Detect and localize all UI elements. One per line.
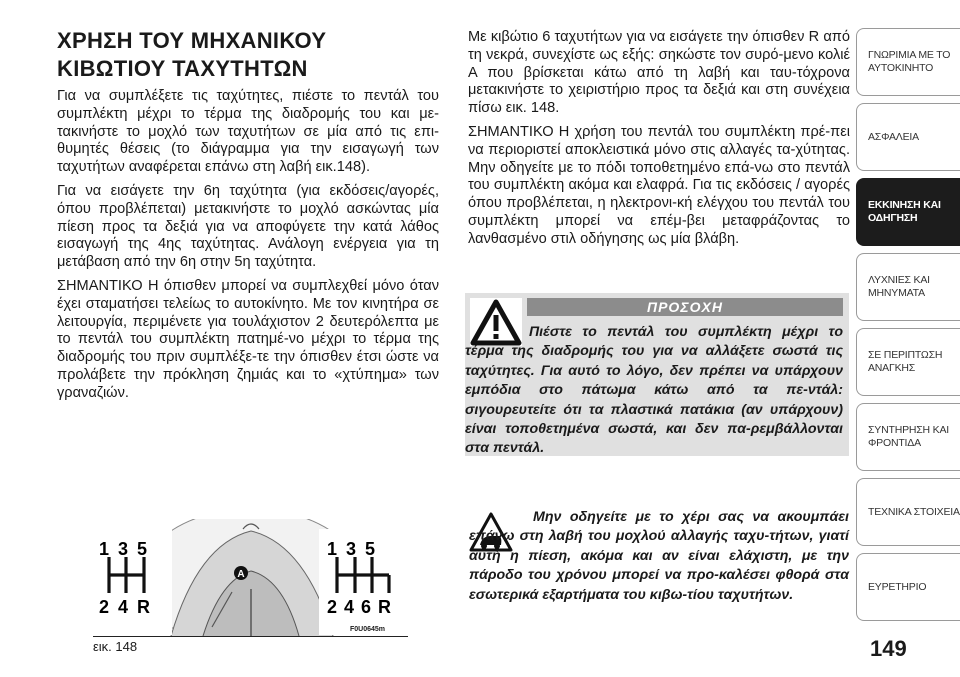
chapter-tab-label: ΓΝΩΡΙΜΙΑ ΜΕ ΤΟ ΑΥΤΟΚΙΝΗΤΟ (868, 49, 951, 74)
warning-header: ΠΡΟΣΟΧΗ (527, 298, 843, 316)
left-column (57, 88, 439, 409)
paragraph-sixth-gear: Για να εισάγετε την 6η ταχύτητα (για εκδόσεις/αγορές, όπου προβλέπεται) μετακινήστε το μοχλό ασκώντας μία πίεση προς τα δεξιά για να αποφύγετε την κατά λάθος εισαγωγή της 4ης ταχύτητας. Ανάλογη ενέργεια για τη μετάβαση από την 6η στην 5η ταχύτητα. (57, 182, 439, 271)
chapter-tabs (856, 28, 960, 628)
paragraph-reverse-six-speed: Με κιβώτιο 6 ταχυτήτων για να εισάγετε την όπισθεν R από τη νεκρά, συνεχίστε ως εξής: σηκώστε τον συρό-μενο κολιέ A που βρίσκεται κάτω από τη λαβή και ταυ-τόχρονα μετακινήστε το χειριστήριο προς τα δεξιά και στη συνέχεια πίσω εικ. 148. (468, 29, 850, 117)
chapter-tab[interactable] (856, 328, 960, 396)
shift-pattern-5-bottom: 2 4 R (99, 597, 153, 617)
chapter-tab[interactable] (856, 403, 960, 471)
chapter-tab[interactable] (856, 553, 960, 621)
chapter-tab[interactable] (856, 178, 960, 246)
right-column (468, 29, 850, 255)
chapter-tab-label: ΕΥΡΕΤΗΡΙΟ (868, 580, 927, 593)
page-number: 149 (870, 636, 907, 661)
warning-text: Πιέστε το πεντάλ του συμπλέκτη μέχρι το τέρμα της διαδρομής του για να αλλάξετε σωστά τις ταχύτητες. Για αυτό το λόγο, δεν πρέπει να υπάρχουν εμπόδια στο πάτωμα κάτω από τα πε-ντάλ: σιγουρευτείτε ότι τα πλαστικά πατάκια (αν υπάρχουν) είναι τοποθετημένα σωστά, και δεν πα-ρεμβάλλονται στα πεντάλ. (465, 324, 843, 457)
warning-box (465, 293, 849, 456)
marker-a-label: A (237, 569, 245, 580)
chapter-tab-label: ΣΥΝΤΗΡΗΣΗ ΚΑΙ ΦΡΟΝΤΙΔΑ (868, 424, 949, 449)
chapter-tab-label: ΕΚΚΙΝΗΣΗ ΚΑΙ ΟΔΗΓΗΣΗ (868, 199, 941, 224)
paragraph-clutch-important: ΣΗΜΑΝΤΙΚΟ Η χρήση του πεντάλ του συμπλέκτη πρέ-πει να περιοριστεί αποκλειστικά μόνο στις αλλαγές τα-χύτητας. Μην οδηγείτε με το πόδι τοποθετημένο επά-νω στο πεντάλ του συμπλέκτη ακόμα και ελαφρά. Για τις εκδόσεις / αγορές όπου προβλέπεται, η ηλεκτρονι-κή ελέγχου του πεντάλ του συμπλέκτη μπορεί να επέμ-βει μεταφράζοντας το λανθασμένο στιλ οδήγησης ως μία βλάβη. (468, 123, 850, 247)
paragraph-gear-engage: Για να συμπλέξετε τις ταχύτητες, πιέστε το πεντάλ του συμπλέκτη μέχρι το τέρμα της διαδρομής του και με-τακινήστε το μοχλό των ταχυτήτων σε μία από τις επι-θυμητές θέσεις (το διάγραμμα για την εισαγωγή των ταχυτήτων αναφέρεται επάνω στη λαβή εικ.148). (57, 88, 439, 176)
chapter-tab-label: ΣΕ ΠΕΡΙΠΤΩΣΗ ΑΝΑΓΚΗΣ (868, 349, 943, 374)
gear-lever-illustration (93, 519, 408, 636)
chapter-tab-label: ΑΣΦΑΛΕΙΑ (868, 130, 919, 143)
chapter-tab[interactable] (856, 28, 960, 96)
gear-lever-figure (93, 519, 408, 637)
chapter-tab[interactable] (856, 478, 960, 546)
page-title: ΧΡΗΣΗ ΤΟΥ ΜΗΧΑΝΙΚΟΥ ΚΙΒΩΤΙΟΥ ΤΑΧΥΤΗΤΩΝ (57, 28, 327, 81)
chapter-tab[interactable] (856, 103, 960, 171)
paragraph-reverse-important: ΣΗΜΑΝΤΙΚΟ Η όπισθεν μπορεί να συμπλεχθεί μόνο όταν έχει σταματήσει τελείως το αυτοκίνητο. Με τον κινητήρα σε λειτουργία, περιμένετε για τουλάχιστον 2 δευτερόλεπτα με το πεντάλ του συμπλέκτη πατημέ-νο μέχρι το τέρμα της διαδρομής του πριν συμπλέξε-τε την όπισθεν έτσι ώστε να προλάβετε την πρόκληση ζημιάς και το «χτύπημα» των γραναζιών. (57, 277, 439, 401)
chapter-tab-label: ΤΕΧΝΙΚΑ ΣΤΟΙΧΕΙΑ (868, 505, 960, 518)
figure-code: F0U0645m (350, 626, 386, 633)
chapter-tab-label: ΛΥΧΝΙΕΣ ΚΑΙ ΜΗΝΥΜΑΤΑ (868, 274, 930, 299)
shift-pattern-6-top: 1 3 5 (327, 539, 378, 559)
chapter-tab[interactable] (856, 253, 960, 321)
note-text: Μην οδηγείτε με το χέρι σας να ακουμπάει επάνω στη λαβή του μοχλού αλλαγής ταχυ-τήτων, γιατί αυτή η πίεση, ακόμα και αν είναι ελάχιστη, με την πάροδο του χρόνου μπορεί να προ-καλέσει φθορά στα εσωτερικά εξαρτήματα του κιβω-τίου ταχυτήτων. (469, 509, 849, 603)
shift-pattern-5-top: 1 3 5 (99, 539, 150, 559)
figure-caption: εικ. 148 (93, 639, 138, 654)
shift-pattern-6-bottom: 2 4 6 R (327, 597, 393, 617)
